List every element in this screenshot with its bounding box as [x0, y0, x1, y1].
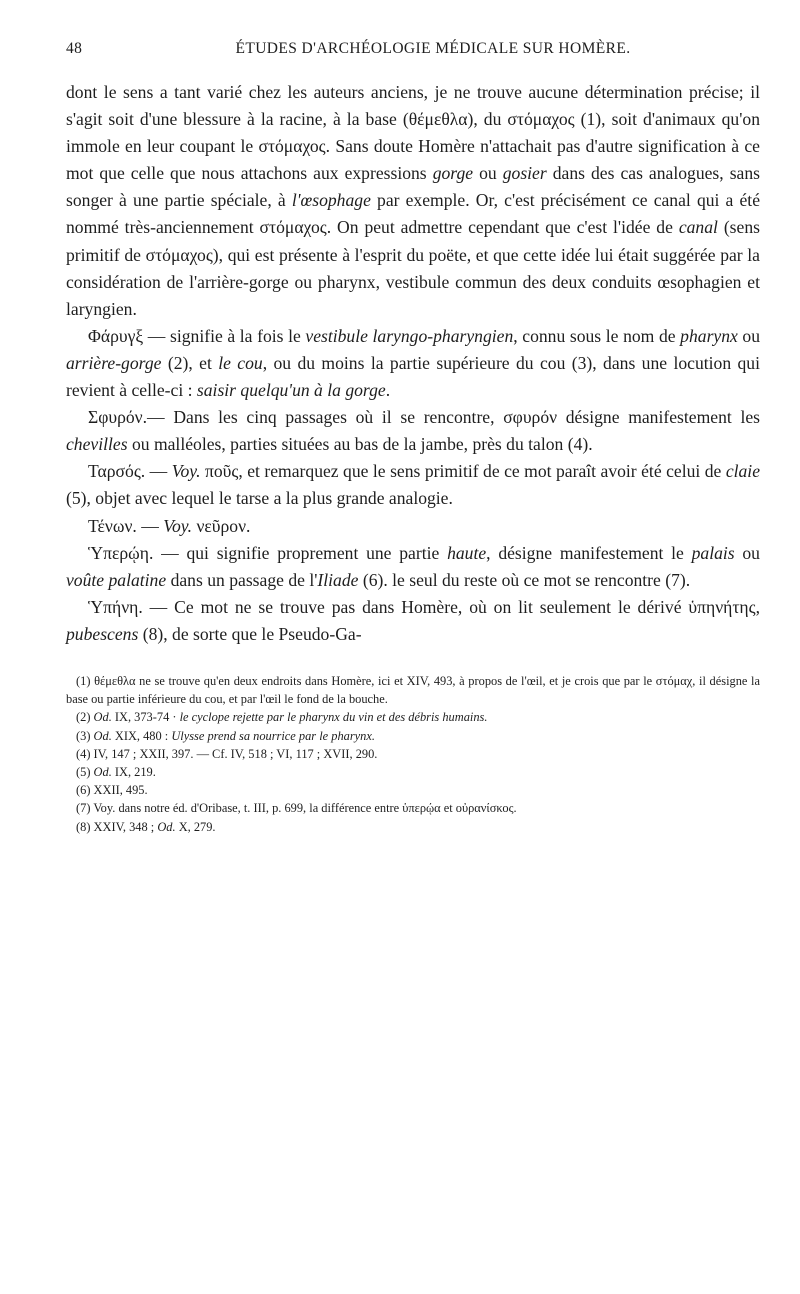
running-title: ÉTUDES D'ARCHÉOLOGIE MÉDICALE SUR HOMÈRE. — [235, 40, 631, 57]
footnote-2 — [66, 708, 760, 726]
text-run: . — [385, 380, 391, 401]
text-run: XIX, 480 : — [111, 728, 172, 743]
text-run: (8), de sorte que le Pseudo-Ga- — [138, 623, 362, 644]
italic-term: Voy. — [171, 461, 201, 482]
text-run: , désigne manifestement le — [486, 542, 692, 563]
text-run: dont le sens a tant varié chez les auteurs anciens, je ne trouve aucune détermination précise; il s'agit soit d'une blessure à la racine, à la base (θέμεθλα), du στόμαχος (1), soit d'animaux qu'on immole en leur coupant le στόμαχος. Sans doute Homère n'attachait pas d'autre signification à ce mot que celle que nous attachons aux expressions — [66, 82, 760, 184]
text-run: par exemple. Or, c'est précisément ce canal qui a été nommé très-anciennement στόμαχος. On peut admettre cependant que c'est l'idée de — [66, 190, 761, 238]
paragraph-sphyron — [66, 404, 760, 458]
text-run: IX, 373-74 · — [111, 710, 180, 725]
italic-term: canal — [678, 217, 718, 238]
paragraph-pharynx — [66, 323, 760, 404]
footnote-6: (6) XXII, 495. — [76, 783, 148, 798]
italic-term: palais — [691, 542, 735, 563]
italic-term: Od. — [93, 764, 112, 779]
text-run: ou — [734, 542, 760, 563]
text-run: ou malléoles, parties situées au bas de la jambe, près du talon (4). — [127, 434, 593, 455]
footnote-5 — [66, 763, 760, 781]
italic-term: pharynx — [680, 325, 738, 346]
text-run: (8) XXIV, 348 ; — [76, 819, 158, 834]
text-run: (3) — [76, 728, 94, 743]
paragraph-hyperoie — [66, 540, 760, 594]
italic-term: voûte palatine — [66, 569, 167, 590]
text-run: Σφυρόν.— Dans les cinq passages où il se rencontre, σφυρόν désigne manifestement les — [88, 407, 760, 428]
text-run: ou — [737, 325, 761, 346]
text-run: (5) — [76, 764, 94, 779]
italic-term: Od. — [157, 819, 176, 834]
text-run: dans des cas analogues, sans songer à une partie spéciale, à — [66, 163, 760, 211]
paragraph-tarsos — [66, 458, 760, 512]
text-run: (2), et — [161, 352, 219, 373]
main-text — [66, 79, 760, 648]
text-run: Τένων. — — [88, 515, 164, 536]
text-run: Φάρυγξ — signifie à la fois le — [88, 325, 306, 346]
text-run: ou — [473, 163, 503, 184]
text-run: dans un passage de l' — [166, 569, 318, 590]
footnote-4: (4) IV, 147 ; XXII, 397. — Cf. IV, 518 ; VI, 117 ; XVII, 290. — [76, 746, 378, 761]
italic-term: Ulysse prend sa nourrice par le pharynx. — [171, 728, 375, 743]
italic-term: Od. — [93, 710, 112, 725]
footnote-8 — [66, 818, 760, 836]
italic-term: arrière-gorge — [66, 352, 162, 373]
text-run: (6). le seul du reste où ce mot se rencontre (7). — [358, 569, 691, 590]
text-run: νεῦρον. — [192, 515, 251, 536]
footnotes — [66, 672, 760, 836]
text-run: , ou du moins la partie supérieure du cou (3), dans une locution qui revient à celle-ci : — [66, 352, 760, 401]
italic-term: haute — [447, 542, 487, 563]
italic-term: claie — [725, 461, 761, 482]
italic-term: Voy. — [163, 515, 193, 536]
running-header — [66, 40, 760, 64]
paragraph-hypene — [66, 594, 760, 648]
italic-term: saisir quelqu'un à la gorge — [196, 380, 386, 401]
italic-term: Od. — [93, 728, 112, 743]
italic-term: chevilles — [66, 434, 128, 455]
italic-term: le cyclope rejette par le pharynx du vin et des débris humains. — [179, 710, 488, 725]
paragraph-tenon — [66, 513, 760, 540]
italic-term: vestibule laryngo-pharyngien — [305, 325, 514, 346]
text-run: (5), objet avec lequel le tarse a la plus grande analogie. — [66, 488, 453, 509]
italic-term: Iliade — [317, 569, 359, 590]
page-number: 48 — [66, 40, 83, 57]
italic-term: l'œsophage — [291, 190, 371, 211]
text-run: IX, 219. — [111, 764, 156, 779]
paragraph-stomachos — [66, 79, 760, 323]
italic-term: gorge — [432, 163, 474, 184]
footnote-3 — [66, 727, 760, 745]
footnote-1: (1) θέμεθλα ne se trouve qu'en deux endroits dans Homère, ici et XIV, 493, à propos de l'œil, et je crois que par le στόμαχ, il désigne la base ou partie inférieure du cou, et par l'œil le fond de la bouche. — [66, 673, 760, 707]
italic-term: le cou — [218, 352, 263, 373]
text-run: (2) — [76, 710, 94, 725]
text-run: ποῦς, et remarquez que le sens primitif de ce mot paraît avoir été celui de — [200, 461, 726, 482]
document-page — [66, 40, 760, 836]
text-run: Ὑπερῴη. — qui signifie proprement une partie — [88, 542, 448, 563]
text-run: Ταρσός. — — [88, 461, 172, 482]
text-run: X, 279. — [175, 819, 216, 834]
italic-term: gosier — [502, 163, 547, 184]
footnote-7: (7) Voy. dans notre éd. d'Oribase, t. III, p. 699, la différence entre ὑπερῴα et οὐρανίσκος. — [76, 801, 517, 816]
text-run: , connu sous le nom de — [513, 325, 681, 346]
italic-term: pubescens — [66, 623, 139, 644]
text-run: (sens primitif de στόμαχος), qui est présente à l'esprit du poëte, et que cette idée lui était suggérée par la considération de l'arrière-gorge ou pharynx, vestibule commun des deux conduits œsophagien et laryngien. — [66, 217, 760, 319]
text-run: Ὑπήνη. — Ce mot ne se trouve pas dans Homère, où on lit seulement le dérivé ὑπηνήτης, — [88, 596, 760, 617]
